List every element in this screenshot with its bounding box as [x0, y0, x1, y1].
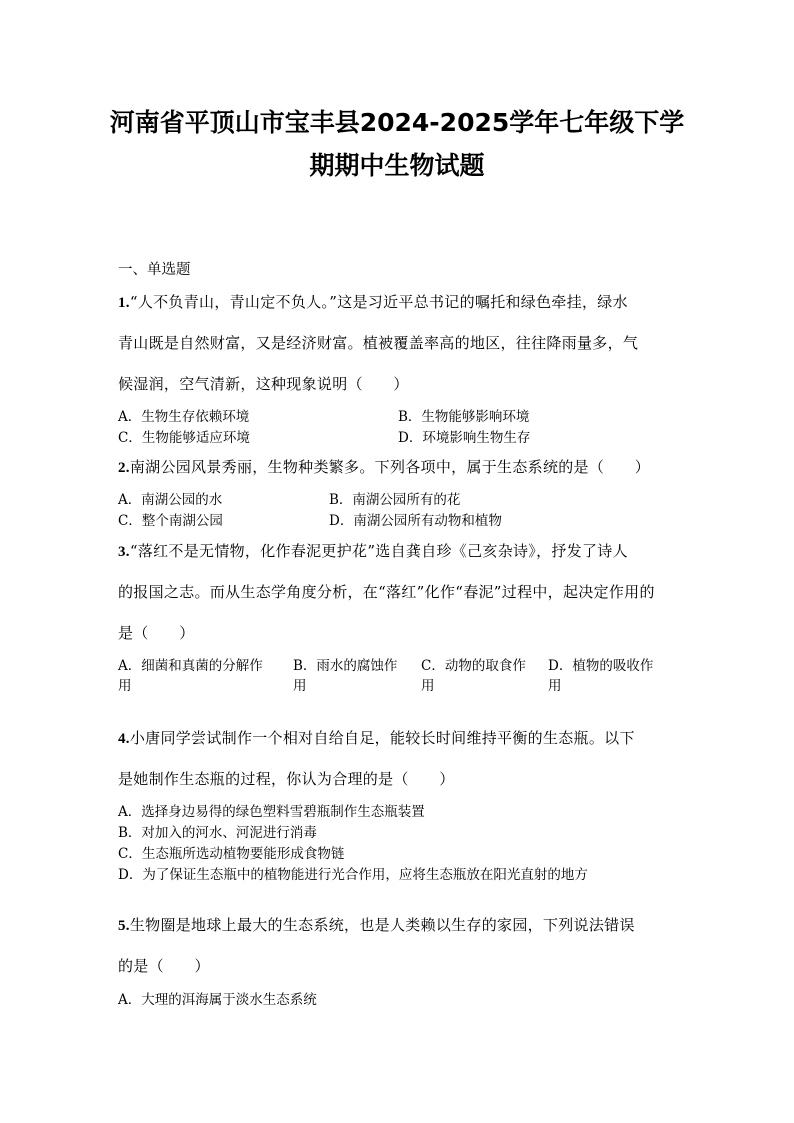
question-4-option-d[interactable]: D．为了保证生态瓶中的植物能进行光合作用，应将生态瓶放在阳光直射的地方	[118, 867, 588, 883]
question-4-line-1	[118, 727, 635, 748]
document-title-line-1: 河南省平顶山市宝丰县2024-2025学年七年级下学	[109, 108, 685, 137]
question-number: 3.	[118, 544, 130, 560]
question-4-option-a[interactable]: A．选择身边易得的绿色塑料雪碧瓶制作生态瓶装置	[118, 804, 425, 820]
question-text: “人不负青山，青山定不负人。”这是习近平总书记的嘱托和绿色牵挂，绿水	[129, 293, 628, 311]
question-text: 小唐同学尝试制作一个相对自给自足，能较长时间维持平衡的生态瓶。以下	[129, 729, 635, 747]
option-text: B．雨水的腐蚀作	[293, 658, 398, 674]
question-1-line-3: 候湿润，空气清新，这种现象说明（ ）	[118, 375, 409, 393]
question-1-option-c[interactable]: C．生物能够适应环境	[118, 430, 250, 446]
question-3-option-c[interactable]	[421, 654, 526, 694]
question-text: 生物圈是地球上最大的生态系统，也是人类赖以生存的家园，下列说法错误	[129, 916, 635, 934]
question-5-line-1	[118, 914, 635, 935]
section-heading: 一、单选题	[118, 262, 191, 278]
option-text-wrap: 用	[548, 678, 562, 694]
option-text: D．植物的吸收作	[548, 658, 654, 674]
option-text-wrap: 用	[293, 678, 307, 694]
question-4-option-b[interactable]: B．对加入的河水、河泥进行消毒	[118, 825, 317, 841]
question-text: 南湖公园风景秀丽，生物种类繁多。下列各项中，属于生态系统的是（ ）	[129, 458, 651, 476]
question-2-line-1	[118, 456, 650, 477]
question-3-option-a[interactable]	[118, 654, 263, 694]
question-3-option-d[interactable]	[548, 654, 653, 694]
question-number: 2.	[118, 460, 130, 476]
question-text: “落红不是无情物，化作春泥更护花”选自龚自珍《己亥杂诗》，抒发了诗人	[129, 542, 628, 560]
question-2-option-d[interactable]: D．南湖公园所有动物和植物	[329, 513, 502, 529]
option-text-wrap: 用	[421, 678, 435, 694]
question-4-line-2: 是她制作生态瓶的过程，你认为合理的是（ ）	[118, 770, 455, 788]
question-3-line-3: 是（ ）	[118, 624, 195, 642]
question-2-option-a[interactable]: A．南湖公园的水	[118, 492, 223, 508]
question-1-option-a[interactable]: A．生物生存依赖环境	[118, 409, 250, 425]
question-1-option-b[interactable]: B．生物能够影响环境	[398, 409, 530, 425]
question-1-line-2: 青山既是自然财富，又是经济财富。植被覆盖率高的地区，往往降雨量多，气	[118, 334, 639, 352]
question-5-line-2: 的是（ ）	[118, 957, 210, 975]
option-text: C．动物的取食作	[421, 658, 526, 674]
document-title-line-2: 期期中生物试题	[309, 151, 485, 180]
question-number: 1.	[118, 295, 130, 311]
question-2-option-c[interactable]: C．整个南湖公园	[118, 513, 223, 529]
question-3-line-2: 的报国之志。而从生态学角度分析，在“落红”化作“春泥”过程中，起决定作用的	[118, 583, 655, 601]
question-4-option-c[interactable]: C．生态瓶所选动植物要能形成食物链	[118, 846, 345, 862]
option-text-wrap: 用	[118, 678, 132, 694]
question-3-line-1	[118, 540, 628, 561]
question-5-option-a[interactable]: A．大理的洱海属于淡水生态系统	[118, 992, 317, 1008]
question-3-option-b[interactable]	[293, 654, 397, 694]
option-text: A．细菌和真菌的分解作	[118, 658, 263, 674]
question-number: 5.	[118, 918, 130, 934]
question-1-option-d[interactable]: D．环境影响生物生存	[398, 430, 531, 446]
question-number: 4.	[118, 731, 130, 747]
question-1-line-1	[118, 291, 628, 312]
question-2-option-b[interactable]: B．南湖公园所有的花	[329, 492, 461, 508]
